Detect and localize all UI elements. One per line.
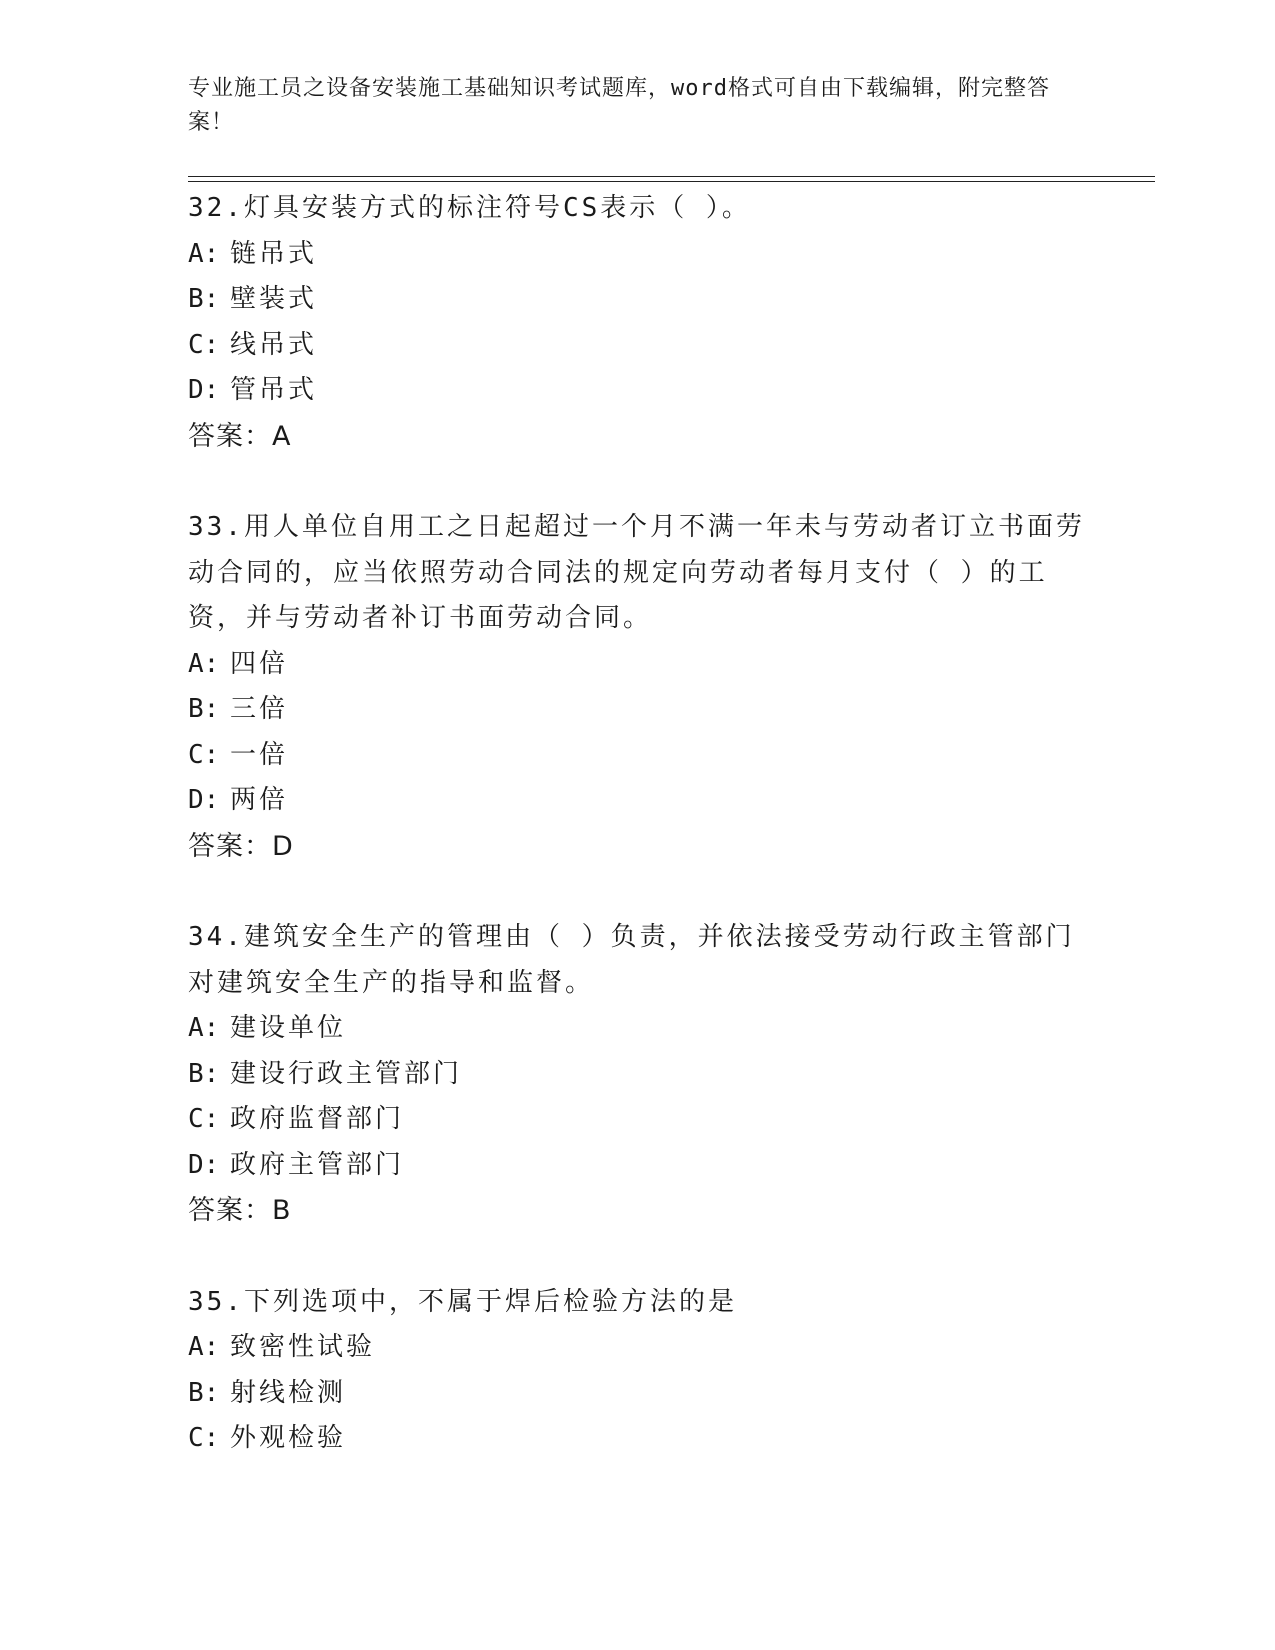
option-text: 政府监督部门 (230, 1104, 405, 1134)
option-a (188, 642, 1088, 688)
option-text: 建设单位 (230, 1013, 347, 1043)
option-letter: D: (188, 1149, 220, 1180)
option-text: 致密性试验 (230, 1332, 376, 1362)
option-letter: D: (188, 785, 220, 815)
question-stem: 34.建筑安全生产的管理由（ ）负责，并依法接受劳动行政主管部门对建筑安全生产的指导和监督。 (188, 922, 1075, 998)
answer-line: 答案：D (188, 830, 294, 862)
question-33 (188, 505, 1088, 869)
option-letter: A: (188, 1332, 220, 1362)
option-c (188, 1416, 1088, 1462)
question-stem: 32.灯具安装方式的标注符号CS表示（ ）。 (188, 193, 751, 223)
answer-line: 答案：B (188, 1195, 292, 1226)
option-text: 建设行政主管部门 (230, 1058, 463, 1089)
option-b (188, 687, 1088, 733)
header-divider-bottom (188, 181, 1155, 182)
option-a (188, 1006, 1088, 1052)
option-a (188, 232, 1088, 278)
option-a (188, 1325, 1088, 1371)
option-letter: C: (188, 1423, 220, 1453)
option-text: 三倍 (230, 694, 289, 724)
option-text: 两倍 (230, 785, 289, 815)
option-letter: C: (188, 1104, 220, 1134)
option-d (188, 778, 1088, 824)
option-letter: B: (188, 1058, 220, 1089)
option-d (188, 1143, 1088, 1189)
option-b (188, 1371, 1088, 1417)
question-32 (188, 186, 1088, 459)
option-d (188, 368, 1088, 414)
question-35 (188, 1280, 1088, 1462)
answer-line: 答案：A (188, 420, 292, 452)
option-text: 外观检验 (230, 1423, 347, 1453)
option-letter: D: (188, 375, 220, 405)
header-text: 专业施工员之设备安装施工基础知识考试题库，word格式可自由下载编辑，附完整答案！ (188, 76, 1050, 135)
option-letter: B: (188, 284, 220, 314)
option-text: 管吊式 (230, 375, 318, 405)
option-letter: C: (188, 739, 220, 770)
option-letter: A: (188, 648, 220, 679)
question-stem: 33.用人单位自用工之日起超过一个月不满一年未与劳动者订立书面劳动合同的，应当依照劳动合同法的规定向劳动者每月支付（ ）的工资，并与劳动者补订书面劳动合同。 (188, 512, 1085, 633)
option-c (188, 1097, 1088, 1143)
option-text: 射线检测 (230, 1377, 347, 1408)
option-text: 壁装式 (230, 284, 318, 314)
option-text: 一倍 (230, 739, 289, 770)
option-b (188, 277, 1088, 323)
option-c (188, 733, 1088, 779)
option-letter: A: (188, 1013, 220, 1043)
option-text: 四倍 (230, 648, 289, 679)
question-list (188, 186, 1088, 1508)
option-text: 线吊式 (230, 329, 318, 360)
question-stem: 35.下列选项中，不属于焊后检验方法的是 (188, 1286, 737, 1317)
option-letter: B: (188, 1377, 220, 1408)
question-34 (188, 915, 1088, 1234)
option-letter: C: (188, 329, 220, 360)
option-letter: A: (188, 238, 220, 269)
option-b (188, 1052, 1088, 1098)
document-header (188, 72, 1068, 140)
option-c (188, 323, 1088, 369)
option-text: 链吊式 (230, 238, 318, 269)
option-text: 政府主管部门 (230, 1149, 405, 1180)
header-divider-top (188, 176, 1155, 177)
option-letter: B: (188, 694, 220, 724)
